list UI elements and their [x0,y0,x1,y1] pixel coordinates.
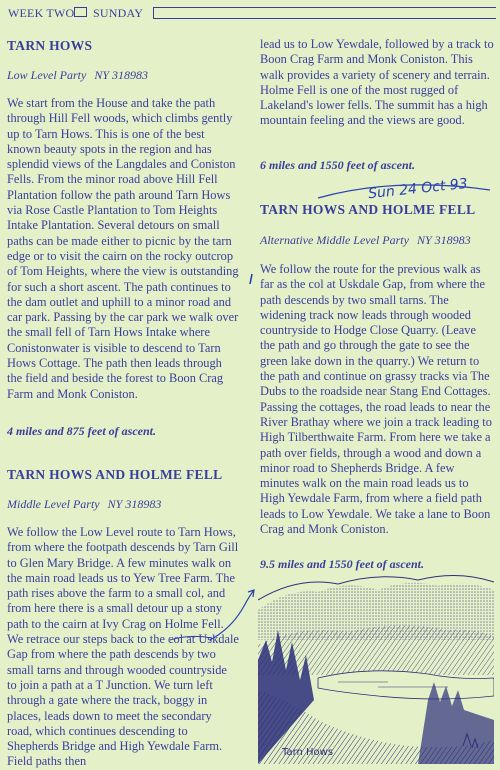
walk3-body: We follow the route for the previous walk as far as the col at Uskdale Gap, from where the path descends by two small tarns. The widening track now leads through wooded countryside to Hodge Close Quarry. (Leave the path and go through the gate to see the green lake down in the quarry.) We return to the path and continue on grassy tracks via The Dubs to the roadside near Stang End Cottages. Passing the cottages, the road leads to near the River Brathay where we join a track leading to High Tilberthwaite Farm. From here we take a path over fields, through a wood and down a minor road to Shepherds Bridge. A few minutes walk on the main road leads us to High Yewdale Farm, from where a field path leads to Low Yewdale. We take a lane to Boon Crag and Monk Coniston. [260,262,492,537]
landscape-drawing [258,570,494,764]
walk3-subtitle [260,233,471,248]
checkbox-icon [74,7,87,17]
walk1-subtitle [7,68,148,83]
page-header [6,5,496,21]
walk1-grid: NY 318983 [94,68,149,82]
week-label: WEEK TWO [8,6,75,20]
walk2-subtitle [7,497,161,512]
walk3-distance: 9.5 miles and 1550 feet of ascent. [260,557,424,571]
walk2-body: We follow the Low Level route to Tarn Hows, from where the footpath descends by Tarn Gill to Glen Mary Bridge. A few minutes walk on the main road leads us to Yew Tree Farm. The path rises above the farm to a small col, and from here there is a small detour up a stony path to the cairn at Ivy Crag on Holme Fell. We retrace our steps back to the col at Uskdale Gap from where the path descends by two small tarns and through wooded countryside to join a path at a T Junction. We turn left through a gate where the track, boggy in places, leads down to meet the secondary road, which continues descending to Shepherds Bridge and High Yewdale Farm. Field paths then [7,525,239,769]
walk2-continuation: lead us to Low Yewdale, followed by a track to Boon Crag Farm and Monk Coniston. This walk provides a variety of scenery and terrain. Holme Fell is one of the most rugged of Lakeland's lower fells. The summit has a high mountain feeling and the views are good. [260,37,494,128]
day-label: SUNDAY [93,6,144,20]
walk1-title: TARN HOWS [7,38,93,53]
walk3-title: TARN HOWS AND HOLME FELL [260,202,476,217]
walk3-party: Alternative Middle Level Party [260,233,409,247]
illustration-caption: Tarn Hows [282,747,334,758]
walk2-title: TARN HOWS AND HOLME FELL [7,467,223,482]
walk2-party: Middle Level Party [7,497,100,511]
walk1-body: We start from the House and take the path through Hill Fell woods, which climbs gently up to Tarn Hows. This is one of the best known beauty spots in the region and has splendid views of the Langdales and Coniston Fells. From the minor road above Hill Fell Plantation follow the path around Tarn Hows via Rose Castle Plantation to Tom Heights Intake Plantation. Several detours on small paths can be made either to picnic by the tarn edge or to visit the cairn on the rocky outcrop of Tom Heights, where the view is outstanding for such a short ascent. The path continues to the dam outlet and uphill to a minor road and car park. Passing by the car park we walk over the small fell of Tarn Hows Intake where Conistonwater is visible to descend to Tarn Hows Cottage. The path then leads through the field and beside the forest to Boon Crag Farm and Monk Coniston. [7,96,239,401]
handwritten-date: Sun 24 Oct 93 [367,175,469,203]
tarn-hows-illustration [258,570,494,764]
walk1-distance: 4 miles and 875 feet of ascent. [7,424,156,438]
header-bar [153,7,496,19]
pen-arrow-head [248,590,254,597]
walk2-grid: NY 318983 [107,497,162,511]
walk1-party: Low Level Party [7,68,87,82]
walk2-distance: 6 miles and 1550 feet of ascent. [260,158,415,172]
pen-tick-mark [250,274,252,284]
walk3-grid: NY 318983 [416,233,471,247]
